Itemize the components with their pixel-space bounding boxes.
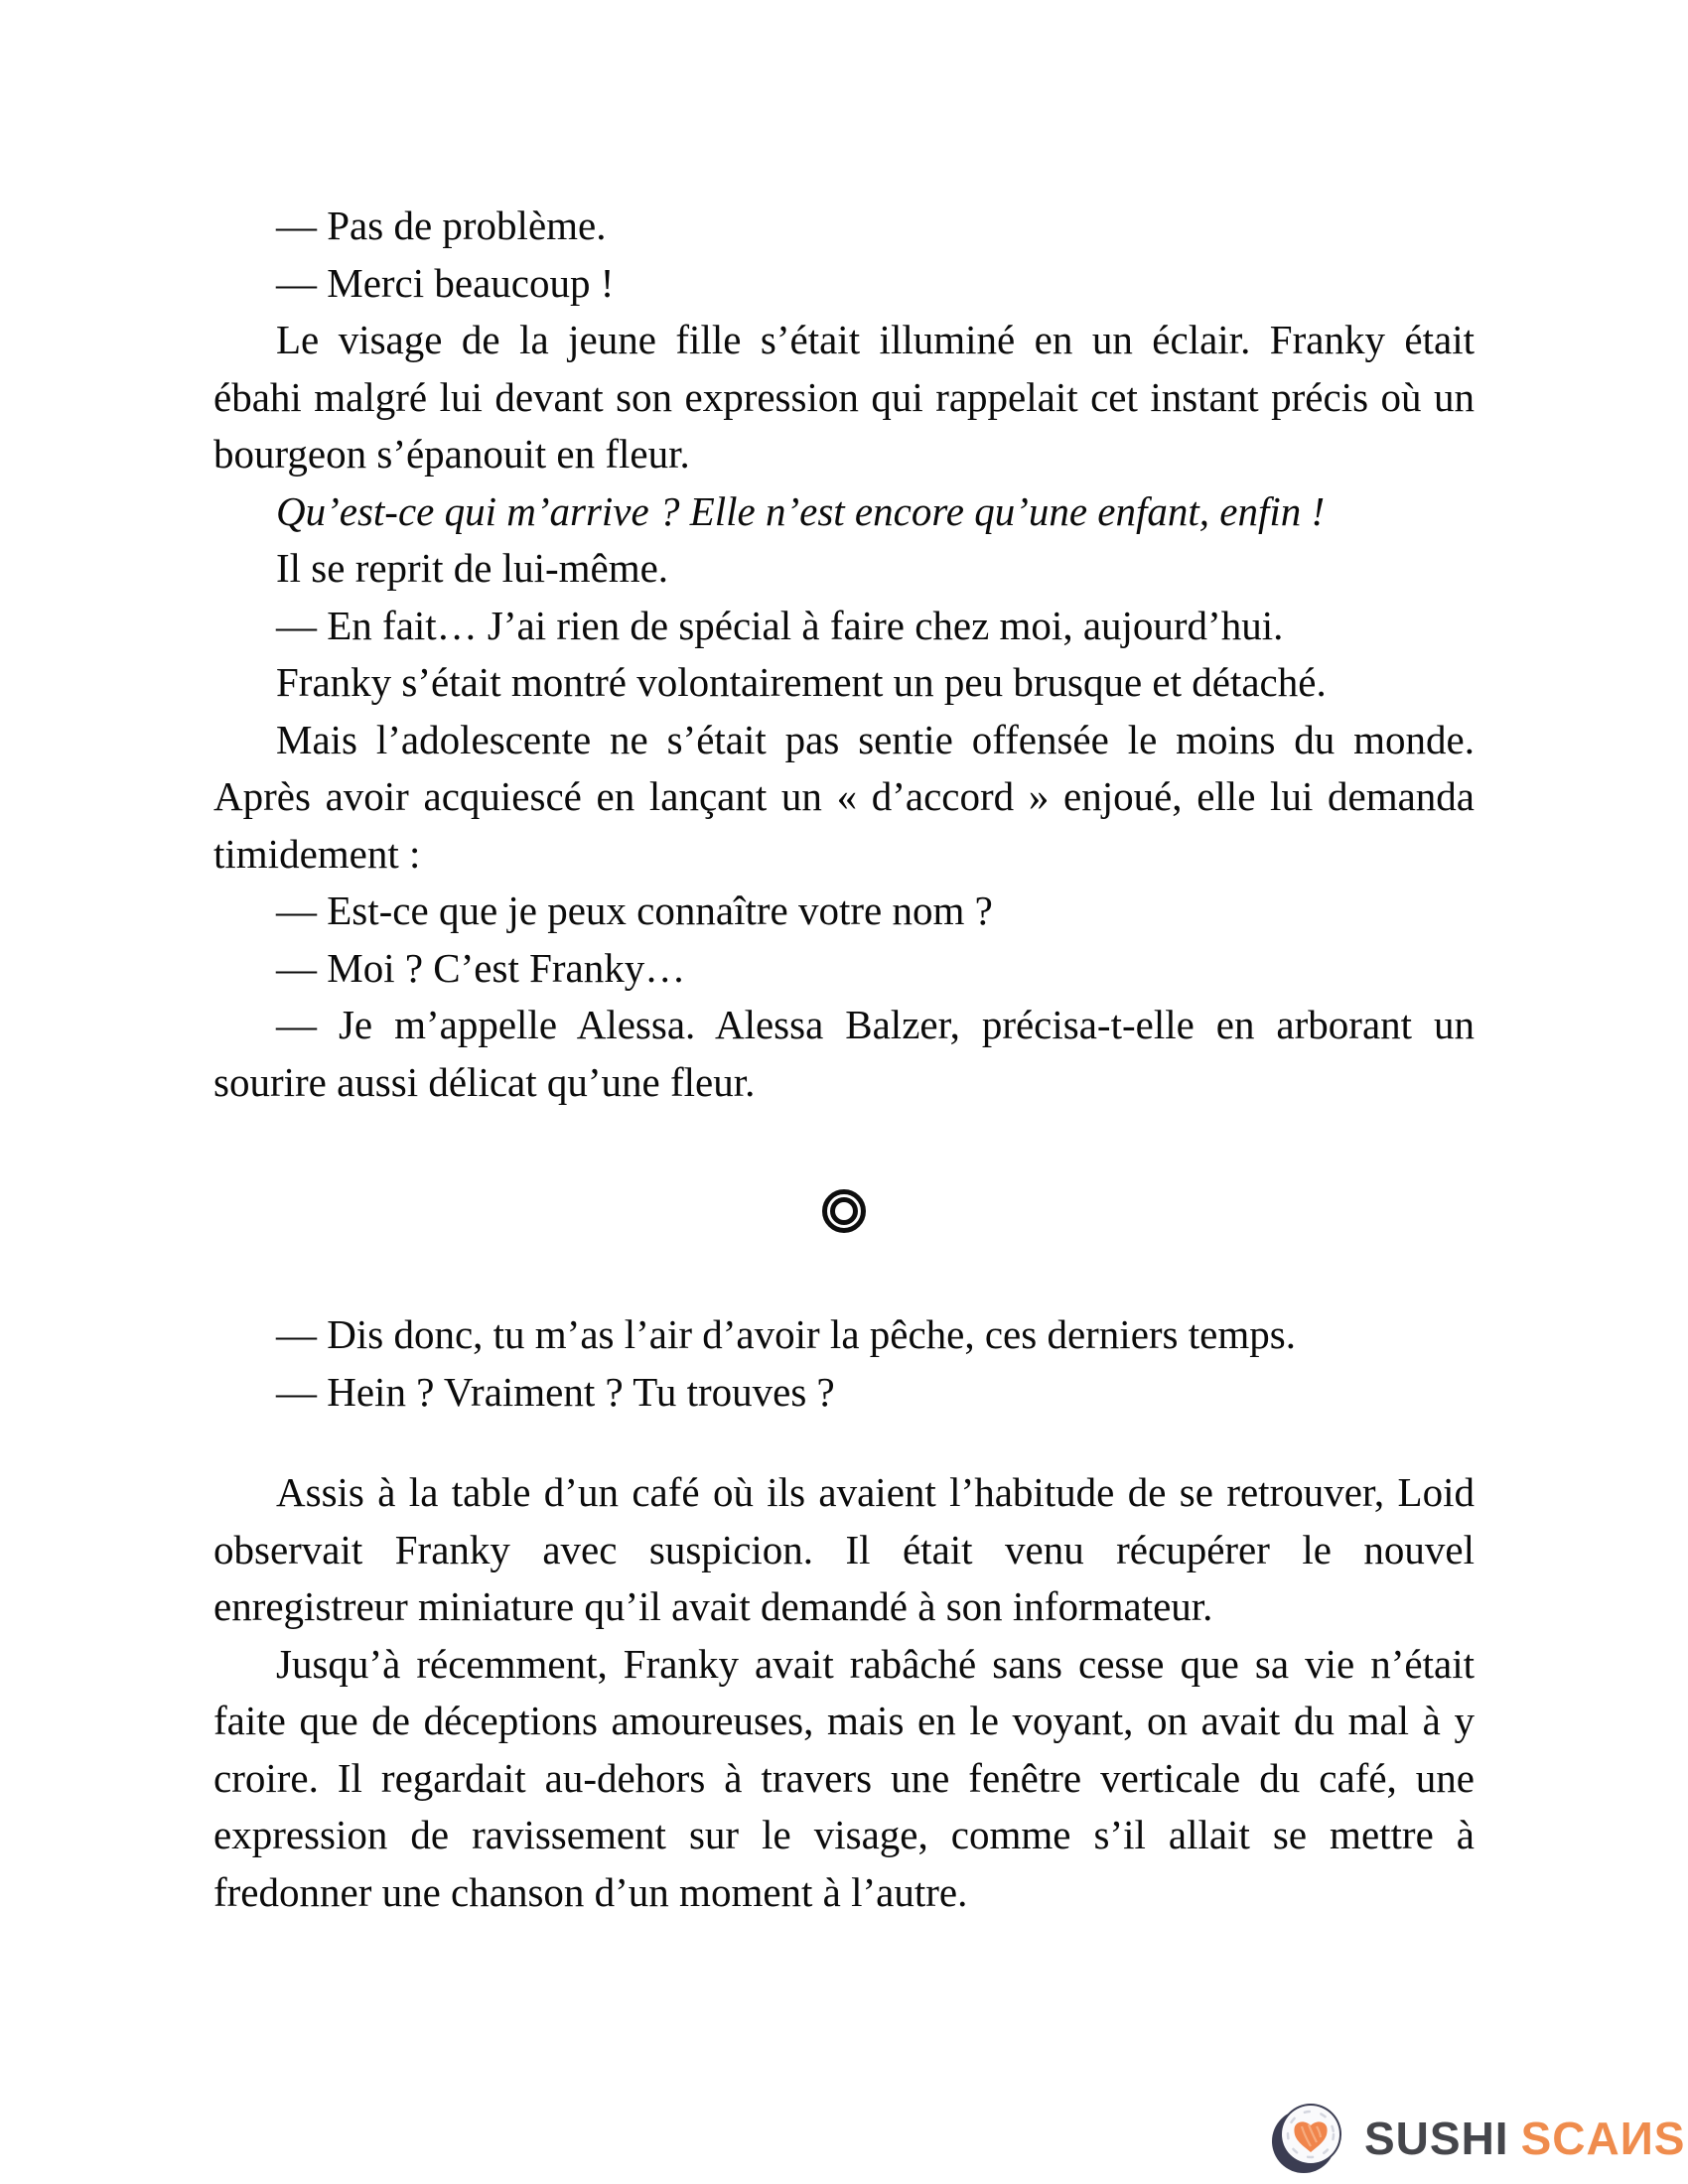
paragraph (213, 1306, 1475, 1364)
text-line: Franky s’était montré volontairement un peu brusque et détaché. (276, 659, 1327, 705)
text-line: Il se reprit de lui-même. (276, 545, 669, 591)
text-line: croire. Il regardait au-dehors à travers une fenêtre verticale du café, une (213, 1754, 1475, 1801)
text-line: — Dis donc, tu m’as l’air d’avoir la pêche, ces derniers temps. (276, 1311, 1296, 1357)
paragraph (213, 483, 1475, 541)
text-line: — Pas de problème. (276, 203, 607, 248)
text-line: — Moi ? C’est Franky… (276, 944, 686, 991)
text-line: — En fait… J’ai rien de spécial à faire chez moi, aujourd’hui. (276, 602, 1284, 648)
text-line: observait Franky avec suspicion. Il était venu récupérer le nouvel (213, 1526, 1475, 1572)
text-line: expression de ravissement sur le visage, comme s’il allait se mettre à (213, 1812, 1475, 1857)
logo-word-sushi: SUSHI (1364, 2113, 1509, 2164)
text-line: enregistreur miniature qu’il avait demandé à son informateur. (213, 1583, 1213, 1629)
paragraph (213, 654, 1475, 712)
paragraph (213, 940, 1475, 998)
text-line: Après avoir acquiescé en lançant un « d’accord » enjoué, elle lui demanda (213, 773, 1475, 819)
text-line: sourire aussi délicat qu’une fleur. (213, 1058, 756, 1105)
text-line: ébahi malgré lui devant son expression qui rappelait cet instant précis où un (213, 373, 1475, 420)
paragraph (213, 255, 1475, 313)
text-line: timidement : (213, 830, 421, 877)
paragraph (213, 312, 1475, 483)
paragraph (213, 198, 1475, 255)
text-line: fredonner une chanson d’un moment à l’autre. (213, 1868, 968, 1915)
bullseye-separator-icon (822, 1189, 866, 1233)
paragraph (213, 712, 1475, 884)
text-line: Assis à la table d’un café où ils avaient l’habitude de se retrouver, Loid (276, 1469, 1475, 1515)
text-line: — Est-ce que je peux connaître votre nom ? (276, 887, 993, 933)
paragraph (213, 997, 1475, 1111)
text-line: Le visage de la jeune fille s’était illuminé en un éclair. Franky était (276, 317, 1475, 362)
text-line: — Merci beaucoup ! (276, 259, 615, 306)
sushi-roll-icon (1271, 2099, 1342, 2178)
text-line: Jusqu’à récemment, Franky avait rabâché sans cesse que sa vie n’était (276, 1640, 1475, 1687)
text-line: — Hein ? Vraiment ? Tu trouves ? (276, 1368, 835, 1415)
text-column (213, 198, 1475, 1921)
paragraph (213, 883, 1475, 940)
sushi-scans-logo (1271, 2097, 1685, 2180)
text-line: bourgeon s’épanouit en fleur. (213, 431, 690, 477)
text-line: — Je m’appelle Alessa. Alessa Balzer, précisa-t-elle en arborant un (276, 1002, 1475, 1047)
bullseye-inner-ring (830, 1197, 858, 1225)
paragraph (213, 1464, 1475, 1636)
paragraph (213, 1636, 1475, 1922)
text-line: Mais l’adolescente ne s’était pas sentie offensée le moins du monde. (276, 716, 1475, 762)
logo-word-scans: SCAИS (1520, 2113, 1686, 2164)
text-line: Qu’est-ce qui m’arrive ? Elle n’est encore qu’une enfant, enfin ! (276, 487, 1326, 534)
paragraph (213, 1364, 1475, 1422)
logo-text (1364, 2112, 1685, 2165)
paragraph (213, 598, 1475, 655)
paragraph (213, 540, 1475, 598)
text-line: faite que de déceptions amoureuses, mais en le voyant, on avait du mal à y (213, 1698, 1475, 1743)
section-separator (213, 1189, 1475, 1233)
